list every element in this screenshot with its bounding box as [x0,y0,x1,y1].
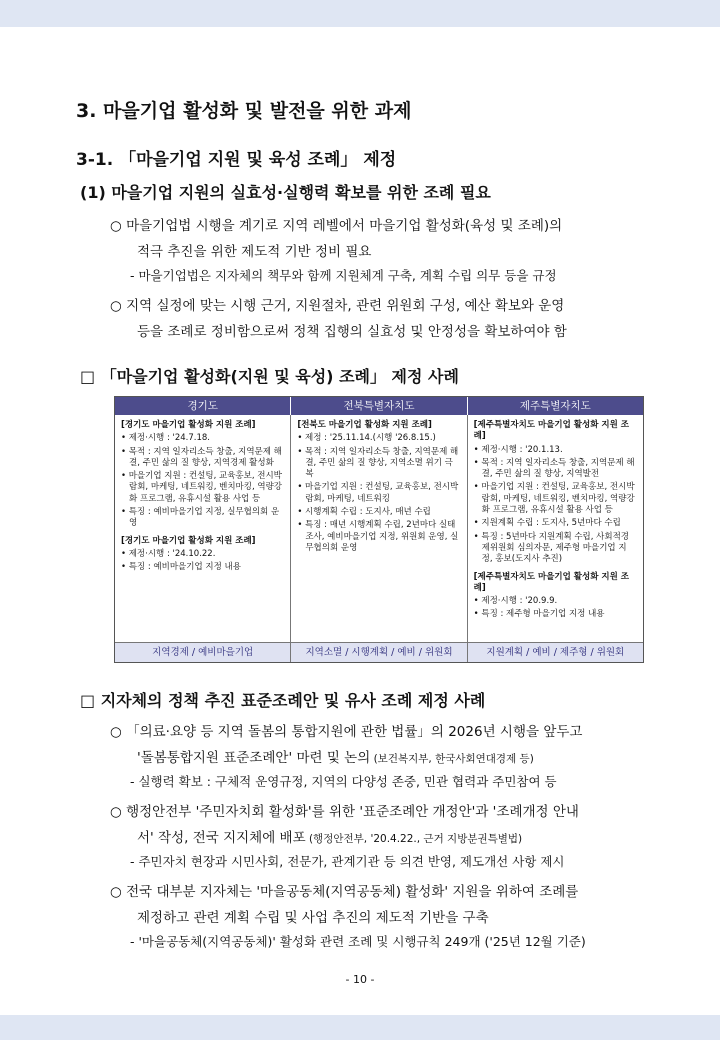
header-jeonbuk: 전북특별자치도 [291,397,467,415]
list-item: • 특징 : 제주형 마을기업 지정 내용 [473,609,605,620]
bullet-1-dash: - 마을기업법은 지자체의 책무와 함께 지원체계 구축, 계획 수립 의무 등을 규정 [130,268,557,283]
section-3-title: □ 지자체의 정책 추진 표준조례안 및 유사 조례 제정 사례 [80,691,486,710]
column-title: [전북도 마을기업 활성화 지원 조례] [297,420,432,430]
list-item: • 제정·시행 : '24.7.18. [121,433,211,444]
footer-gyeonggi: 지역경제 / 예비마을기업 [115,643,291,662]
s3-bullet-2-dash: - 주민자치 현장과 시민사회, 전문가, 관계기관 등 의견 반영, 제도개선 사항 제시 [130,854,565,869]
header-gyeonggi: 경기도 [115,397,291,415]
bullet-1-line-1: ○ 마을기업법 시행을 계기로 지역 레벨에서 마을기업 활성화(육성 및 조례)의 [110,218,563,234]
bullet-1-line-2: 적극 추진을 위한 제도적 기반 정비 필요 [137,244,372,260]
ordinance-table [114,396,644,663]
s3-bullet-1-line-2 [137,746,534,766]
column-jeju [468,415,643,642]
heading-subsection-1: (1) 마을기업 지원의 실효성·실행력 확보를 위한 조례 필요 [80,183,491,202]
list-item: • 특징 : 예비마을기업 지정, 실무협의회 운영 [121,507,280,529]
list-item: • 특징 : 예비마을기업 지정 내용 [121,562,241,573]
s3-bullet-1-text: '돌봄통합지원 표준조례안' 마련 및 논의 [137,750,371,766]
s3-bullet-1-line-1: ○ 「의료·요양 등 지역 돌봄의 통합지원에 관한 법률」의 2026년 시행을 앞두고 [110,724,583,740]
heading-section-3: 3. 마을기업 활성화 및 발전을 위한 과제 [76,100,412,122]
column-gyeonggi [115,415,291,642]
footer-jeonbuk: 지역소멸 / 시행계획 / 예비 / 위원회 [291,643,467,662]
table-header [115,397,643,415]
s3-bullet-3-line-2: 제정하고 관련 계획 수립 및 사업 추진의 제도적 기반을 구축 [137,910,489,926]
list-item: • 목적 : 지역 일자리소득 창출, 지역문제 해결, 주민 삶의 질 향상, 지역소멸 위기 극복 [297,446,459,480]
list-item: • 목적 : 지역 일자리소득 창출, 지역문제 해결, 주민 삶의 질 향상, 지역발전 [473,457,635,480]
s3-bullet-1-source: (보건복지부, 한국사회연대경제 등) [370,753,534,765]
bottom-band [0,1015,720,1040]
footer-jeju: 지원계획 / 예비 / 제주형 / 위원회 [468,643,643,662]
list-item: • 제정·시행 : '24.10.22. [121,548,216,559]
list-item: • 제정 : '25.11.14.(시행 '26.8.15.) [297,433,436,444]
list-item: • 마을기업 지원 : 컨설팅, 교육홍보, 전시박람회, 마케팅, 네트워킹, 벤치마킹, 역량강화 프로그램, 유휴시설 활용 사업 등 [473,482,635,516]
header-jeju: 제주특별자치도 [468,397,643,415]
list-item: • 마을기업 지원 : 컨설팅, 교육홍보, 전시박람회, 마케팅, 네트워킹, 벤치마킹, 역량강화 프로그램, 유휴시설 활용 사업 등 [121,471,282,504]
column-jeonbuk [291,415,467,642]
s3-bullet-1-dash: - 실행력 확보 : 구체적 운영규정, 지역의 다양성 존중, 민관 협력과 주민참여 등 [130,774,557,789]
list-item: • 제정·시행 : '20.1.13. [473,444,563,455]
section-2-title: □ 「마을기업 활성화(지원 및 육성) 조례」 제정 사례 [80,367,459,386]
list-item: • 시행계획 수립 : 도지사, 매년 수립 [297,507,431,518]
column-title: [제주특별자치도 마을기업 활성화 지원 조례] [473,420,629,442]
s3-bullet-2-source: (행정안전부, '20.4.22., 근거 지방분권특별법) [305,833,523,845]
list-item: • 목적 : 지역 일자리소득 창출, 지역문제 해결, 주민 삶의 질 향상, 지역경제 활성화 [121,446,282,468]
list-item: • 특징 : 5년마다 지원계획 수립, 사회적경제위원회 심의자문, 제주형 마을기업 지정, 홍보(도지사 추진) [473,531,630,565]
list-item: • 마을기업 지원 : 컨설팅, 교육홍보, 전시박람회, 마케팅, 네트워킹 [297,482,459,504]
column-title-2: [제주특별자치도 마을기업 활성화 지원 조례] [473,571,629,593]
table-body [115,415,643,642]
s3-bullet-2-line-2 [137,826,522,846]
page-number: - 10 - [345,973,375,986]
s3-bullet-2-line-1: ○ 행정안전부 '주민자치회 활성화'를 위한 '표준조례안 개정안'과 '조례개정 안내 [110,804,579,820]
table-footer [115,642,643,662]
bullet-2-line-1: ○ 지역 실정에 맞는 시행 근거, 지원절차, 관련 위원회 구성, 예산 확보와 운영 [110,298,565,314]
s3-bullet-3-dash: - '마을공동체(지역공동체)' 활성화 관련 조례 및 시행규칙 249개 ('25년 12월 기준) [130,934,586,949]
heading-section-3-1: 3-1. 「마을기업 지원 및 육성 조례」 제정 [76,150,397,170]
column-title-2: [경기도 마을기업 활성화 지원 조례] [121,535,256,546]
s3-bullet-2-text: 서' 작성, 전국 지지체에 배포 [137,830,306,846]
list-item: • 제정·시행 : '20.9.9. [473,596,558,607]
top-band [0,0,720,27]
bullet-2-line-2: 등을 조례로 정비함으로써 정책 집행의 실효성 및 안정성을 확보하여야 함 [137,324,567,340]
list-item: • 특징 : 매년 시행계획 수립, 2년마다 실태조사, 예비마을기업 지정, 위원회 운영, 실무협의회 운영 [297,520,459,553]
list-item: • 지원계획 수립 : 도지사, 5년마다 수립 [473,518,621,529]
s3-bullet-3-line-1: ○ 전국 대부분 지자체는 '마을공동체(지역공동체) 활성화' 지원을 위하여 조례를 [110,884,579,900]
column-title: [경기도 마을기업 활성화 지원 조례] [121,420,256,430]
